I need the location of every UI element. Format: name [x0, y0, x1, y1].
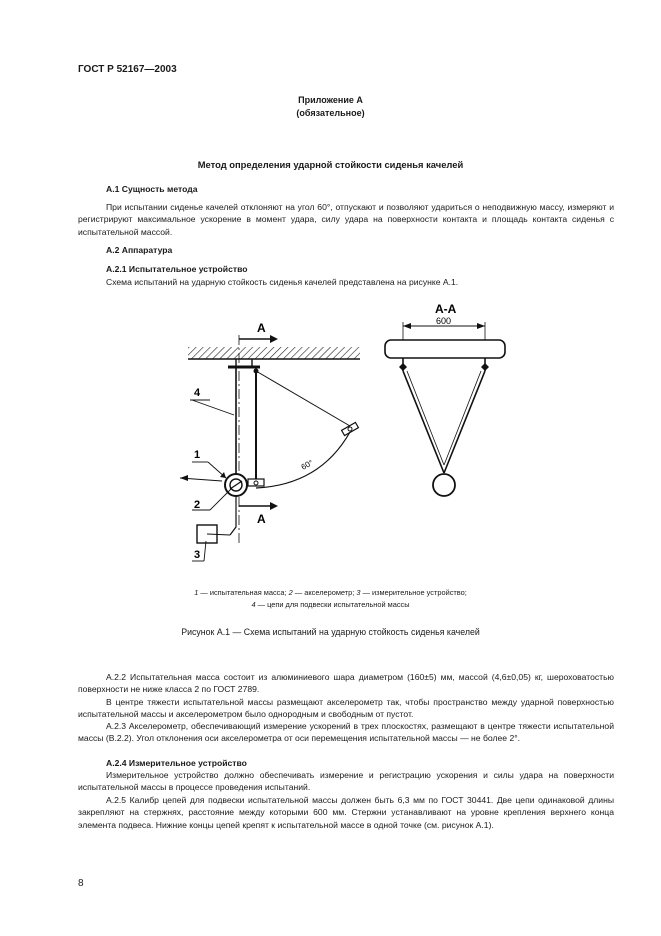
rods	[399, 358, 489, 371]
a22-p2: В центре тяжести испытательной массы размещают акселерометр так, чтобы пространство между ударной поверхностью испытательной массы и акселерометром было однородным и свободным от пустот.	[78, 697, 614, 720]
chains-v	[403, 371, 485, 473]
figure-caption: Рисунок А.1 — Схема испытаний на ударную стойкость сиденья качелей	[181, 627, 480, 637]
a22-p1: А.2.2 Испытательная масса состоит из алюминиевого шара диаметром (160±5) мм, массой (4,6±0,05) кг, шероховатостью поверхности не ниже класса 2 по ГОСТ 2789.	[78, 672, 614, 695]
figure-legend-line2: 4 — цепи для подвески испытательной массы	[251, 600, 410, 609]
impact-arrow	[180, 475, 222, 481]
figure-a1	[170, 295, 530, 580]
callout-1	[192, 449, 226, 478]
swing-arc	[256, 432, 350, 488]
a24-text: Измерительное устройство должно обеспечивать измерение и регистрацию ускорения и силы удара на поверхности испытательной массы в процессе проведения испытаний.	[78, 770, 614, 793]
appendix-title: Приложение А	[298, 95, 363, 105]
callout-2	[192, 489, 231, 511]
a21-heading: А.2.1 Испытательное устройство	[106, 264, 248, 274]
a21-text: Схема испытаний на ударную стойкость сиденья качелей представлена на рисунке А.1.	[106, 277, 459, 287]
a1-text: При испытании сиденье качелей отклоняют на угол 60°, отпускают и позволяют удариться о неподвижную массу, измеряют и регистрируют максимальное ускорение в момент удара, силу удара на поверхности контакта и площадь контакта сиденья с испытательной массой.	[78, 202, 614, 237]
page-number: 8	[78, 878, 84, 889]
section-label: А-А	[435, 302, 457, 316]
a23-text: А.2.3 Акселерометр, обеспечивающий измерение ускорений в трех плоскостях, размещают в центре тяжести испытательной массы (В.2.2). Угол отклонения оси акселерометра от оси перемещения испытательной массы — не более 2°.	[78, 721, 614, 744]
beam-section	[385, 340, 505, 358]
deflected-hanger	[256, 371, 350, 426]
angle-label: 60°	[299, 458, 315, 472]
svg-text:600: 600	[436, 316, 452, 326]
cut-label-top: А	[257, 321, 266, 335]
ceiling-beam	[188, 347, 360, 359]
svg-text:3: 3	[194, 549, 201, 561]
standard-header: ГОСТ Р 52167—2003	[78, 64, 177, 75]
seat-rest	[248, 479, 264, 486]
test-mass-section	[433, 474, 455, 496]
cut-label-bottom: А	[257, 512, 266, 526]
suspension-bar	[228, 359, 260, 367]
a2-heading: А.2 Аппаратура	[106, 245, 173, 255]
signal-cable	[230, 496, 236, 535]
svg-text:1: 1	[194, 449, 201, 461]
a24-heading: А.2.4 Измерительное устройство	[106, 758, 247, 768]
svg-text:4: 4	[194, 387, 201, 399]
section-arrow-bottom	[239, 502, 278, 510]
appendix-subtitle: (обязательное)	[296, 108, 365, 118]
figure-legend-line1: 1 — испытательная масса; 2 — акселерометр; 3 — измерительное устройство;	[194, 588, 467, 597]
callout-4	[190, 387, 234, 415]
callout-3	[192, 541, 206, 561]
a1-heading: А.1 Сущность метода	[106, 184, 198, 194]
a25-text: А.2.5 Калибр цепей для подвески испытательной массы должен быть 6,3 мм по ГОСТ 30441. Две цепи одинаковой длины закрепляют на стержнях, расстояние между которыми 600 мм. Стержни устанавливают на уровне крепления верхнего конца элемента подвеса. Нижние концы цепей крепят к испытательной массе в одной точке (см. рисунок А.1).	[78, 795, 614, 830]
svg-text:2: 2	[194, 499, 201, 511]
section-title: Метод определения ударной стойкости сиденья качелей	[197, 159, 464, 170]
test-mass	[225, 474, 247, 496]
deflected-seat	[342, 422, 359, 435]
section-arrow-top	[239, 335, 278, 343]
